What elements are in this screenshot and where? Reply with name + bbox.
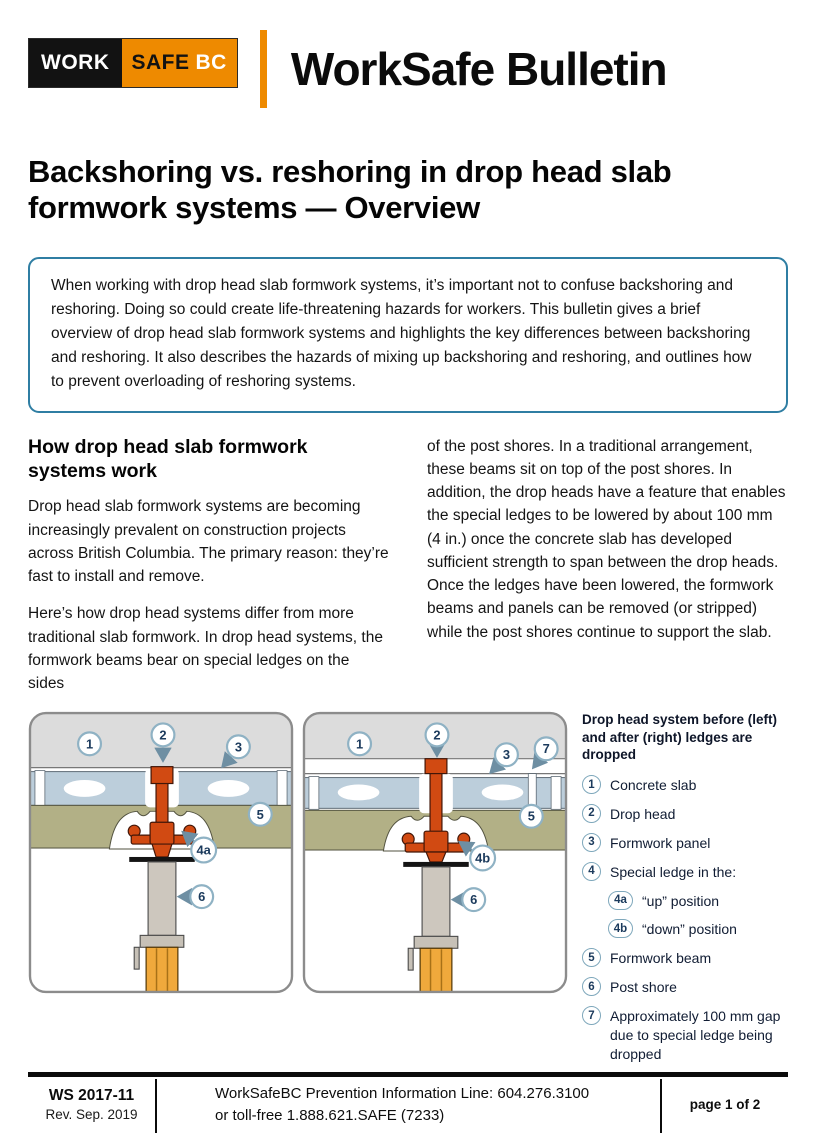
left-column	[28, 435, 389, 696]
legend-item-2	[582, 803, 788, 824]
diagram-before-ledges-dropped	[28, 711, 294, 994]
footer-revision: Rev. Sep. 2019	[45, 1107, 138, 1123]
logo-safebc-block	[122, 39, 237, 87]
section-heading: How drop head slab formwork systems work	[28, 435, 308, 482]
svg-text:4b: 4b	[475, 850, 491, 866]
legend-label-2: Drop head	[610, 805, 676, 822]
svg-text:7: 7	[542, 741, 550, 757]
worksafebc-logo	[28, 38, 238, 88]
svg-text:3: 3	[234, 739, 243, 755]
footer-doc-number: WS 2017-11	[48, 1087, 135, 1105]
footer-info-line-2: or toll-free 1.888.621.SAFE (7233)	[215, 1106, 445, 1124]
legend-num-7: 7	[582, 1006, 601, 1025]
legend-num-3: 3	[582, 833, 601, 852]
logo-work-text: WORK	[29, 39, 122, 87]
logo-bc-text: BC	[195, 51, 227, 74]
header-orange-divider	[260, 30, 267, 108]
legend-num-4a: 4a	[608, 891, 633, 910]
intro-text: When working with drop head slab formwork systems, it’s important not to confuse backshoring and reshoring. Doing so could create life-threatening hazards for workers. This bulletin gives a brief overview of drop head slab formwork systems and highlights the key differences between backshoring and reshoring. It also describes the hazards of mixing up backshoring and reshoring, and outlines how to prevent overloading of reshoring systems.	[51, 276, 752, 390]
wood-post-shape	[420, 949, 452, 995]
body-paragraph-3: of the post shores. In a traditional arrangement, these beams sit on top of the post shores. In addition, the drop heads have a feature that enables the special ledges to be lowered by about 100 mm (4 in.) once the concrete slab has developed sufficient strength to span between the drop heads. Once the ledges have been lowered, the formwork beams and panels can be removed (or stripped) while the post shores continue to support the slab.	[427, 437, 786, 641]
callout-5-before	[249, 803, 272, 826]
legend-item-3	[582, 832, 788, 853]
right-column	[427, 435, 788, 696]
body-columns	[28, 435, 788, 696]
footer-row	[28, 1077, 788, 1133]
legend-num-1: 1	[582, 775, 601, 794]
svg-text:4a: 4a	[196, 842, 211, 858]
legend-label-4: Special ledge in the:	[610, 863, 737, 880]
shore-top-plate	[129, 857, 195, 862]
legend-label-6: Post shore	[610, 979, 677, 996]
legend-num-4b: 4b	[608, 919, 633, 938]
footer-info-line-1: WorkSafeBC Prevention Information Line: 604.276.3100	[215, 1085, 590, 1103]
legend-label-5: Formwork beam	[610, 950, 712, 967]
special-ledge-up-shape	[128, 823, 195, 858]
footer	[28, 1072, 788, 1133]
legend-item-4a	[608, 890, 788, 911]
callout-5-after	[520, 805, 543, 828]
diagram-after-ledges-dropped	[302, 711, 568, 994]
callout-6-before	[179, 886, 213, 909]
svg-text:6: 6	[198, 889, 206, 905]
footer-page-indicator: page 1 of 2	[689, 1097, 761, 1113]
svg-text:3: 3	[502, 747, 511, 763]
bulletin-title: WorkSafe Bulletin	[290, 43, 667, 95]
intro-box	[28, 257, 788, 413]
legend-label-4a: “up” position	[642, 892, 720, 909]
legend-label-7: Approximately 100 mm gap due to special ledge being dropped	[610, 1008, 781, 1062]
body-paragraph-2: Here’s how drop head systems differ from more traditional slab formwork. In drop head systems, the formwork beams bear on special ledges on the sides	[28, 605, 383, 693]
svg-text:2: 2	[433, 727, 441, 743]
svg-text:1: 1	[85, 736, 94, 752]
header	[28, 0, 788, 108]
legend-item-5	[582, 947, 788, 968]
legend-item-1	[582, 774, 788, 795]
logo-safe-text: SAFE	[131, 51, 190, 74]
footer-info-cell	[157, 1077, 660, 1133]
callout-7-after	[533, 738, 557, 768]
svg-text:6: 6	[470, 892, 478, 908]
legend-item-4b	[608, 918, 788, 939]
figure-legend	[582, 711, 788, 1071]
figure-caption: Drop head system before (left) and after (right) ledges are dropped	[582, 712, 778, 763]
body-paragraph-1: Drop head slab formwork systems are becoming increasingly prevalent on construction projects across British Columbia. The primary reason: they’re fast to install and remove.	[28, 498, 389, 586]
special-ledge-down-shape	[402, 832, 469, 863]
svg-text:5: 5	[527, 809, 535, 825]
figure	[28, 711, 788, 1071]
legend-num-5: 5	[582, 948, 601, 967]
wood-post-shape	[146, 948, 178, 995]
legend-item-4	[582, 861, 788, 882]
footer-doc-cell	[28, 1077, 155, 1133]
callout-1-after	[348, 733, 371, 756]
legend-num-2: 2	[582, 804, 601, 823]
legend-num-4: 4	[582, 862, 601, 881]
legend-item-7	[582, 1005, 788, 1064]
document-title: Backshoring vs. reshoring in drop head slab formwork systems — Overview	[28, 154, 672, 226]
svg-text:5: 5	[256, 807, 264, 823]
legend-label-1: Concrete slab	[610, 777, 697, 793]
legend-label-3: Formwork panel	[610, 834, 711, 851]
shore-top-plate	[403, 862, 469, 867]
svg-text:1: 1	[355, 736, 364, 752]
legend-num-6: 6	[582, 977, 601, 996]
callout-6-after	[453, 889, 485, 912]
legend-label-4b: “down” position	[642, 921, 737, 938]
svg-text:2: 2	[159, 727, 167, 743]
legend-item-6	[582, 976, 788, 997]
callout-1-before	[78, 733, 101, 756]
